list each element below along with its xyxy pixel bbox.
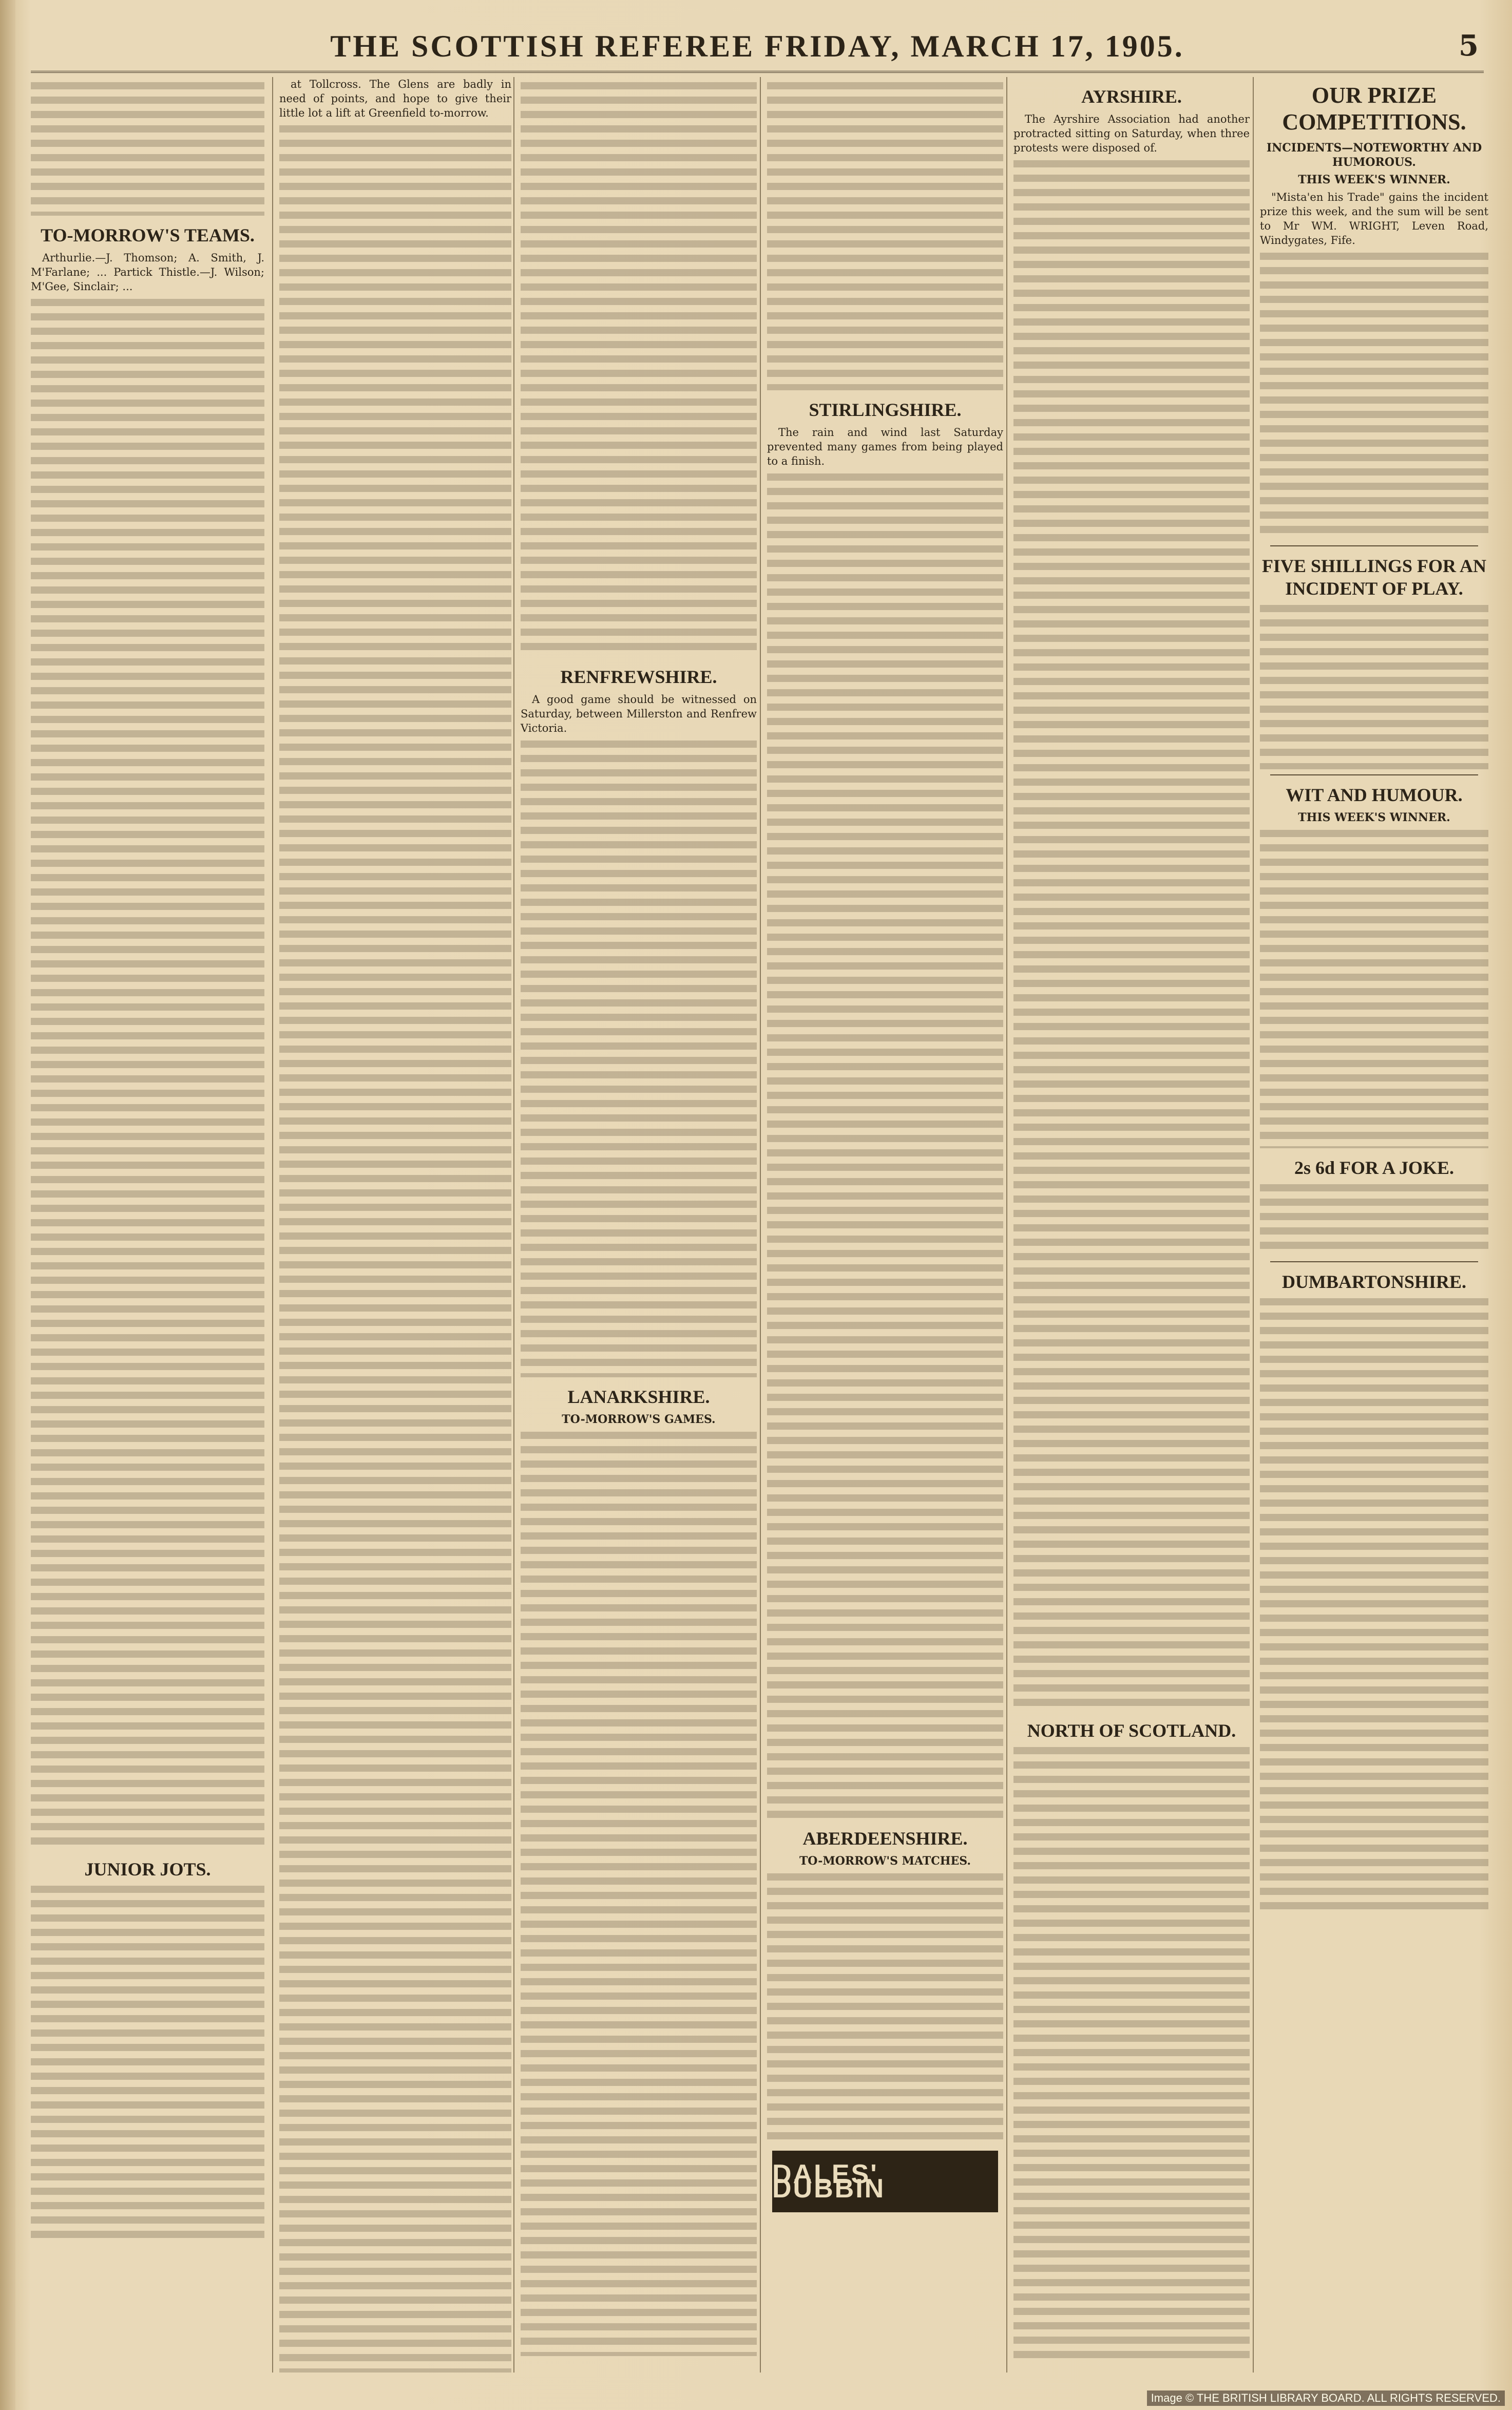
article-text: The rain and wind last Saturday prevented many games from being played to a finish. — [767, 426, 1003, 467]
article-text: "Mista'en his Trade" gains the incident prize this week, and the sum will be sent to Mr WM. WRIGHT, Leven Road, Windygates, Fife. — [1260, 191, 1488, 246]
section-heading-teams: TO-MORROW'S TEAMS. — [41, 225, 255, 245]
section-heading-lanarkshire: LANARKSHIRE. — [567, 1387, 710, 1407]
newspaper-title: THE SCOTTISH REFEREE FRIDAY, MARCH 17, 1905. — [330, 29, 1184, 63]
junior-jots-text — [31, 1886, 264, 2245]
column-2 — [272, 77, 518, 2373]
north-text — [1013, 1747, 1250, 2363]
section-heading-five-shillings: FIVE SHILLINGS FOR AN INCIDENT OF PLAY. — [1261, 556, 1487, 599]
article-text: A good game should be witnessed on Saturday, between Millerston and Renfrew Victoria. — [521, 693, 757, 734]
image-credit: Image © THE BRITISH LIBRARY BOARD. ALL RIGHTS RESERVED. — [1147, 2390, 1505, 2406]
ayrshire-text — [1013, 160, 1250, 1711]
column-4 — [760, 77, 1009, 2373]
subheading-incidents: INCIDENTS—NOTEWORTHY AND HUMOROUS. — [1266, 141, 1482, 169]
section-heading-ayrshire: AYRSHIRE. — [1081, 86, 1182, 107]
page-number: 5 — [1459, 29, 1479, 63]
dumbartonshire-text — [1260, 1298, 1488, 1914]
subheading-matches: TO-MORROW'S MATCHES. — [799, 1854, 971, 1868]
column-1 — [31, 77, 271, 2373]
section-heading-dumbartonshire: DUMBARTONSHIRE. — [1281, 1272, 1467, 1292]
section-heading-aberdeenshire: ABERDEENSHIRE. — [802, 1828, 968, 1849]
column-6 — [1253, 77, 1488, 2373]
section-heading-junior-jots: JUNIOR JOTS. — [84, 1859, 211, 1880]
section-heading-stirlingshire: STIRLINGSHIRE. — [809, 400, 962, 420]
teams-list-text — [31, 299, 264, 1850]
incident-text — [1260, 253, 1488, 540]
article-text: Arthurlie.—J. Thomson; A. Smith, J. M'Farlane; ... Partick Thistle.—J. Wilson; M'Gee, Sinclair; ... — [31, 252, 264, 293]
column-3 — [513, 77, 763, 2373]
page-edge — [0, 0, 15, 2410]
section-heading-prize-competitions: OUR PRIZE COMPETITIONS. — [1282, 83, 1466, 135]
section-heading-wit-humour: WIT AND HUMOUR. — [1286, 785, 1463, 805]
article-text: at Tollcross. The Glens are badly in need of points, and hope to give their little lot a lift at Greenfield to-morrow. — [279, 78, 511, 119]
section-heading-north: NORTH OF SCOTLAND. — [1027, 1720, 1236, 1741]
stirlingshire-text — [767, 473, 1003, 1819]
section-heading-renfrewshire: RENFREWSHIRE. — [560, 667, 717, 687]
divider — [1270, 545, 1478, 546]
joke-text — [1260, 1184, 1488, 1256]
article-text: The Ayrshire Association had another protracted sitting on Saturday, when three protests were disposed of. — [1013, 113, 1250, 154]
column-text — [279, 125, 511, 2373]
column-text — [521, 82, 757, 657]
aberdeenshire-text — [767, 1873, 1003, 2140]
column-text — [767, 82, 1003, 390]
masthead — [31, 25, 1484, 73]
five-shillings-text — [1260, 605, 1488, 769]
divider — [1270, 774, 1478, 775]
renfrewshire-text — [521, 741, 757, 1377]
section-heading-joke: 2s 6d FOR A JOKE. — [1294, 1157, 1454, 1178]
subheading-games: TO-MORROW'S GAMES. — [562, 1413, 716, 1426]
subheading-winner: THIS WEEK'S WINNER. — [1298, 173, 1450, 186]
wit-humour-text — [1260, 830, 1488, 1148]
divider — [1270, 1261, 1478, 1262]
lanarkshire-text — [521, 1432, 757, 2356]
advertisement-dubbin: DALES' DUBBIN — [772, 2151, 998, 2212]
column-5 — [1006, 77, 1256, 2373]
subheading-winner: THIS WEEK'S WINNER. — [1298, 811, 1450, 824]
fixtures-list — [31, 82, 264, 216]
